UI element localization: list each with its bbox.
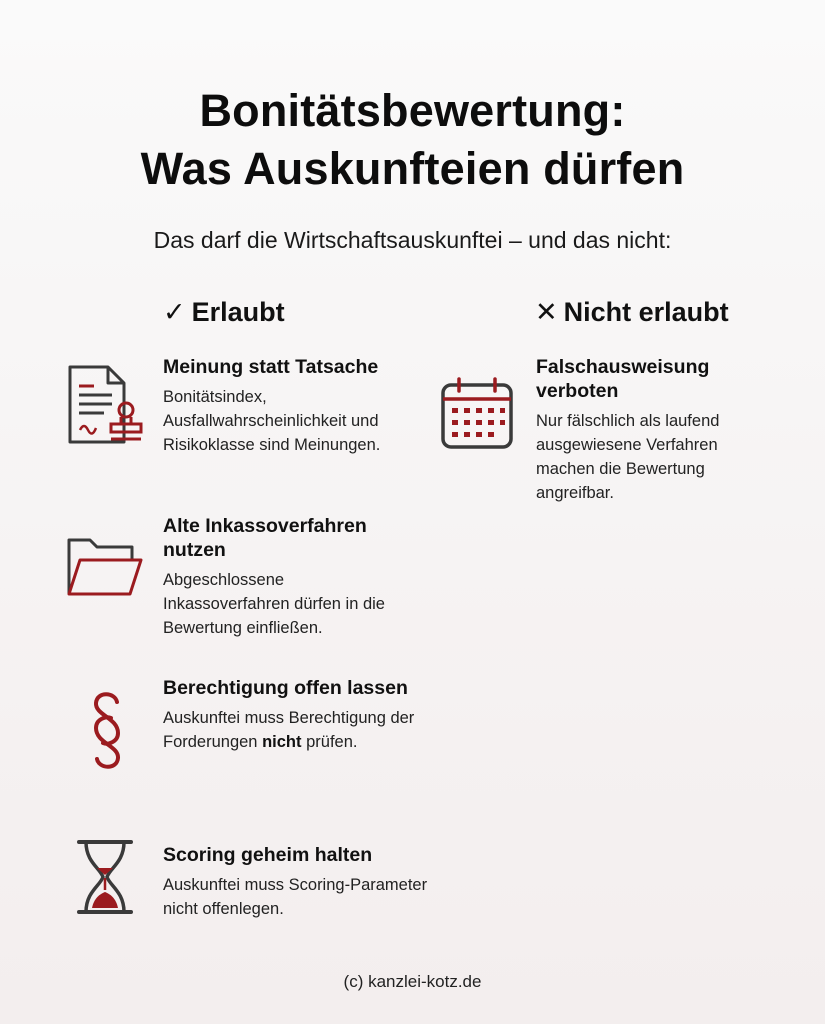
item-text: Auskunftei muss Scoring-Parameter nicht offenlegen. (163, 876, 428, 918)
allowed-heading-label: Erlaubt (191, 297, 285, 327)
item-title: Alte Inkassoverfahren nutzen (163, 515, 367, 561)
item-text (163, 706, 428, 754)
not-allowed-heading-label: Nicht erlaubt (563, 297, 729, 327)
allowed-heading (163, 294, 285, 330)
item-text: Bonitätsindex, Ausfallwahrscheinlichkeit und Risikoklasse sind Meinungen. (163, 388, 381, 454)
item-title: Falschausweisung verboten (536, 356, 710, 402)
item-text-after: prüfen. (306, 733, 358, 751)
item-title: Meinung statt Tatsache (163, 356, 379, 378)
item-text-bold: nicht (262, 733, 302, 751)
title-line-1: Bonitätsbewertung: (199, 85, 626, 136)
item-title: Scoring geheim halten (163, 844, 373, 866)
cross-icon: ✕ (535, 297, 558, 327)
paragraph-icon (84, 688, 130, 774)
item-text: Nur fälschlich als laufend ausgewiesene Verfahren machen die Bewertung angreifbar. (536, 412, 720, 502)
hourglass-icon (76, 838, 134, 916)
document-stamp-icon (66, 364, 146, 450)
item-text-before: Auskunftei muss Berechtigung der Forderungen (163, 709, 415, 751)
check-icon: ✓ (163, 297, 186, 327)
title-line-2: Was Auskunfteien dürfen (140, 143, 685, 194)
item-title: Berechtigung offen lassen (163, 677, 408, 699)
subtitle: Das darf die Wirtschaftsauskunftei – und das nicht: (153, 227, 672, 253)
footer-credit: (c) kanzlei-kotz.de (343, 972, 482, 991)
folder-icon (64, 536, 144, 602)
page-title (0, 82, 825, 198)
item-text: Abgeschlossene Inkassoverfahren dürfen in die Bewertung einfließen. (163, 571, 385, 637)
calendar-icon (440, 376, 514, 450)
not-allowed-heading (535, 294, 729, 330)
